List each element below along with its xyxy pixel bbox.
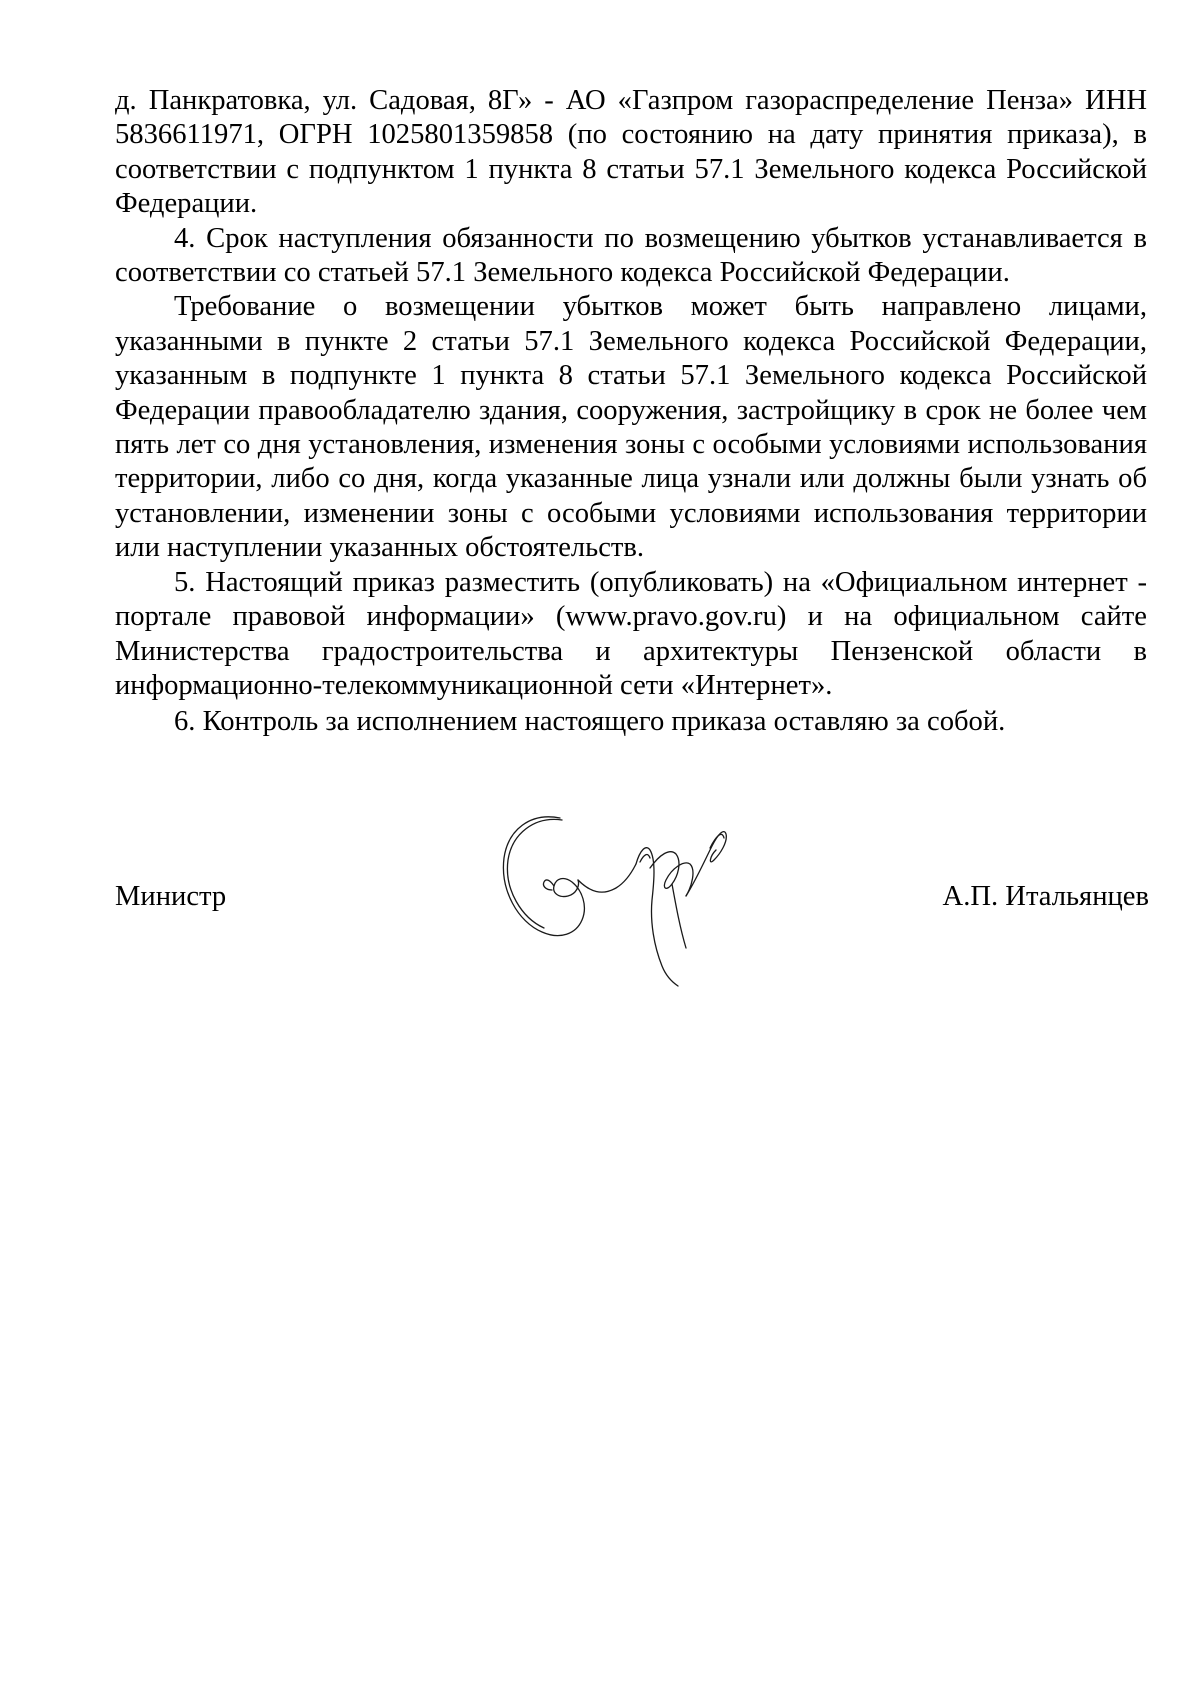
paragraph-claim-requirement: Требование о возмещении убытков может быть направлено лицами, указанными в пункте 2 статьи 57.1 Земельного кодекса Российской Федерации, указанным в подпункте 1 пункта 8 статьи 57.1 Земельного кодекса Российской Федерации правообладателю здания, сооружения, застройщику в срок не более чем пять лет со дня установления, изменения зоны с особыми условиями использования территории, либо со дня, когда указанные лица узнали или должны были узнать об установлении, изменении зоны с особыми условиями использования территории или наступлении указанных обстоятельств. bbox=[115, 291, 1147, 564]
paragraph-6: 6. Контроль за исполнением настоящего приказа оставляю за собой. bbox=[174, 706, 1006, 738]
paragraph-4: 4. Срок наступления обязанности по возмещению убытков устанавливается в соответствии со статьей 57.1 Земельного кодекса Российской Федерации. bbox=[115, 222, 1147, 289]
document-body bbox=[115, 84, 1147, 740]
handwritten-signature-icon bbox=[490, 810, 780, 990]
signatory-name: А.П. Итальянцев bbox=[942, 881, 1149, 912]
paragraph-address: д. Панкратовка, ул. Садовая, 8Г» - АО «Газпром газораспределение Пенза» ИНН 5836611971, ОГРН 1025801359858 (по состоянию на дату принятия приказа), в соответствии с подпунктом 1 пункта 8 статьи 57.1 Земельного кодекса Российской Федерации. bbox=[115, 85, 1147, 220]
signatory-title: Министр bbox=[115, 881, 227, 912]
paragraph-5: 5. Настоящий приказ разместить (опубликовать) на «Официальном интернет - портале правовой информации» (www.pravo.gov.ru) и на официальном сайте Министерства градостроительства и архитектуры Пензенской области в информационно-телекоммуникационной сети «Интернет». bbox=[115, 566, 1147, 701]
